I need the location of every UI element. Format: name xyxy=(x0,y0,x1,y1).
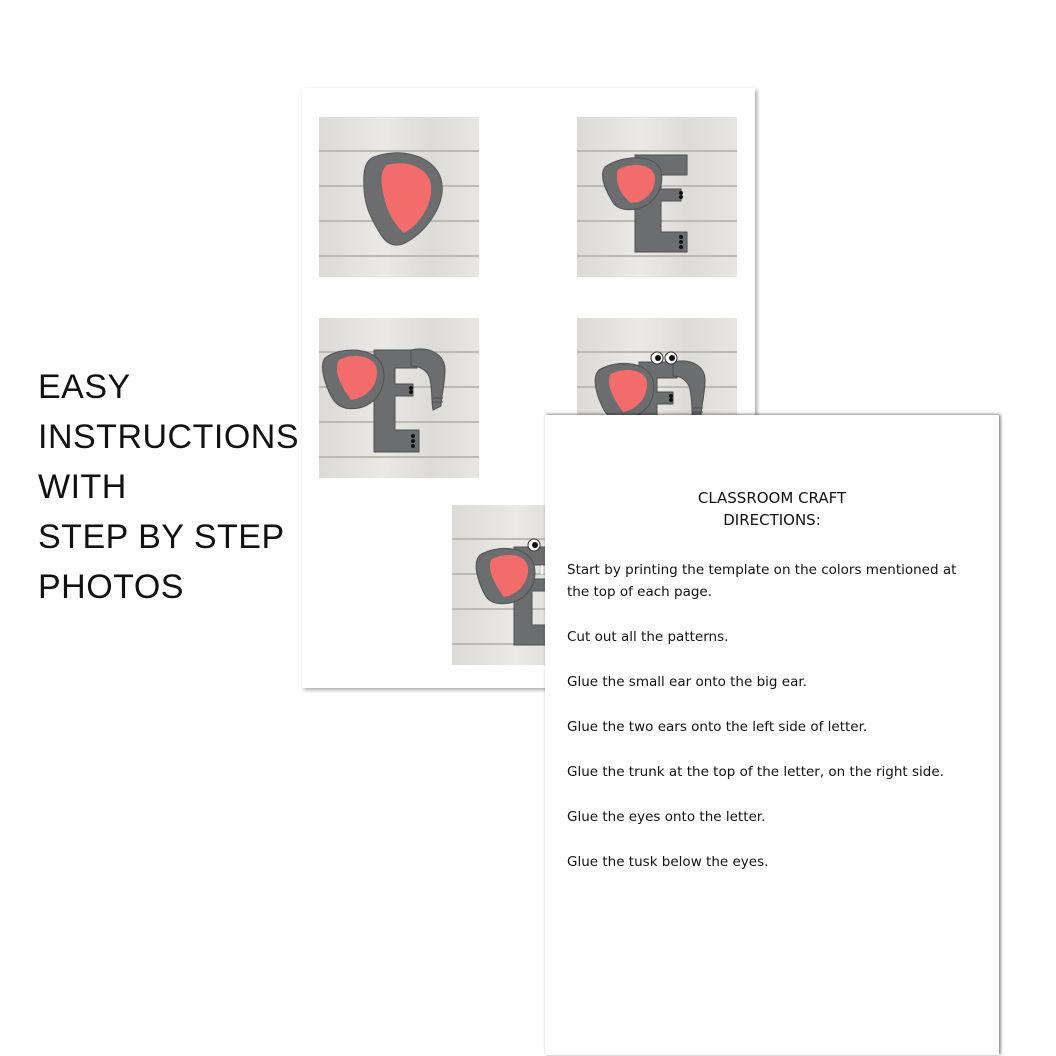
directions-step-list xyxy=(567,559,967,896)
ear-letter-illustration xyxy=(577,117,737,277)
directions-title-line-1: CLASSROOM CRAFT xyxy=(697,489,847,507)
direction-step: Cut out all the patterns. xyxy=(567,629,729,645)
directions-title-line-2: DIRECTIONS: xyxy=(723,511,821,529)
ear-illustration xyxy=(319,117,479,277)
direction-step: Start by printing the template on the colors mentioned at the top of each page. xyxy=(567,562,957,600)
headline-text xyxy=(38,362,299,612)
headline-line-3: WITH xyxy=(38,468,127,506)
direction-step: Glue the small ear onto the big ear. xyxy=(567,674,807,690)
directions-page xyxy=(545,415,999,1055)
direction-step: Glue the eyes onto the letter. xyxy=(567,809,766,825)
direction-step: Glue the two ears onto the left side of letter. xyxy=(567,719,868,735)
headline-line-1: EASY xyxy=(38,368,131,406)
direction-step: Glue the trunk at the top of the letter, on the right side. xyxy=(567,764,944,780)
directions-title xyxy=(545,487,999,531)
trunk-illustration xyxy=(319,318,479,478)
headline-line-4: STEP BY STEP xyxy=(38,518,285,556)
step-2-ear-letter-photo xyxy=(577,117,737,277)
direction-step: Glue the tusk below the eyes. xyxy=(567,854,769,870)
headline-line-2: INSTRUCTIONS xyxy=(38,418,299,456)
headline-line-5: PHOTOS xyxy=(38,568,184,606)
step-3-trunk-photo xyxy=(319,318,479,478)
step-1-ear-photo xyxy=(319,117,479,277)
